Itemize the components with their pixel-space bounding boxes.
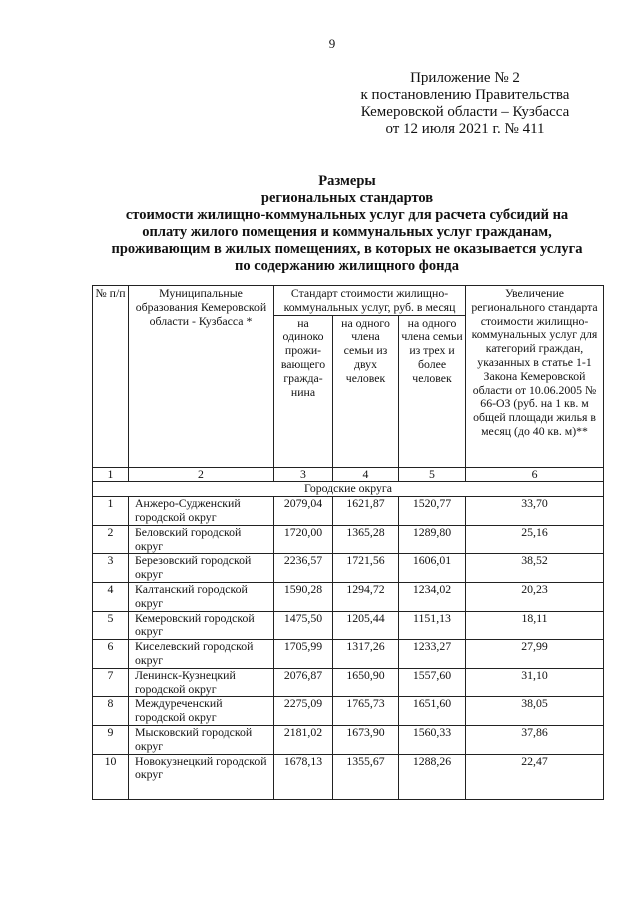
row-three: 1651,60 [399, 697, 466, 726]
table-row [93, 525, 604, 554]
row-three: 1234,02 [399, 582, 466, 611]
row-two: 1205,44 [333, 611, 399, 640]
table-row [93, 640, 604, 669]
row-single: 1475,50 [274, 611, 333, 640]
row-number: 6 [93, 640, 129, 669]
row-number: 10 [93, 754, 129, 799]
row-single: 2079,04 [274, 497, 333, 526]
row-three: 1606,01 [399, 554, 466, 583]
row-number: 2 [93, 525, 129, 554]
standards-table [92, 285, 604, 800]
row-municipality: Киселевский городской округ [129, 640, 274, 669]
title-line-1: Размеры [318, 173, 376, 189]
row-two: 1650,90 [333, 668, 399, 697]
table-row [93, 611, 604, 640]
row-number: 7 [93, 668, 129, 697]
row-number: 8 [93, 697, 129, 726]
header-row-1 [93, 286, 604, 316]
header-increase: Увеличение регионального стандарта стоимости жилищно-коммунальных услуг для категорий граждан, указанных в статье 1-1 Закона Кемеровской области от 10.06.2005 № 66-ОЗ (руб. на 1 кв. м общей площади жилья в месяц (до 40 кв. м)** [466, 286, 604, 468]
row-single: 2076,87 [274, 668, 333, 697]
row-increase: 22,47 [466, 754, 604, 799]
column-number: 5 [399, 467, 466, 482]
row-increase: 37,86 [466, 725, 604, 754]
row-increase: 25,16 [466, 525, 604, 554]
row-increase: 38,52 [466, 554, 604, 583]
row-municipality: Беловский городской округ [129, 525, 274, 554]
row-three: 1520,77 [399, 497, 466, 526]
row-single: 2275,09 [274, 697, 333, 726]
header-standard: Стандарт стоимости жилищно-коммунальных услуг, руб. в месяц [274, 286, 466, 316]
row-three: 1560,33 [399, 725, 466, 754]
table-row [93, 554, 604, 583]
row-single: 1705,99 [274, 640, 333, 669]
header-municipality: Муниципальные образования Кемеровской области - Кузбасса * [129, 286, 274, 468]
row-two: 1765,73 [333, 697, 399, 726]
row-municipality: Мысковский городской округ [129, 725, 274, 754]
row-two: 1621,87 [333, 497, 399, 526]
row-two: 1294,72 [333, 582, 399, 611]
row-two: 1673,90 [333, 725, 399, 754]
row-three: 1288,26 [399, 754, 466, 799]
table-row [93, 668, 604, 697]
table-row [93, 697, 604, 726]
row-municipality: Ленинск-Кузнецкий городской округ [129, 668, 274, 697]
row-increase: 33,70 [466, 497, 604, 526]
row-number: 9 [93, 725, 129, 754]
column-number: 1 [93, 467, 129, 482]
title-line-4: оплату жилого помещения и коммунальных услуг гражданам, [142, 224, 552, 240]
section-title: Городские округа [93, 482, 604, 497]
appendix-line-3: Кемеровской области – Кузбасса [360, 104, 570, 120]
appendix-line-2: к постановлению Правительства [360, 87, 570, 103]
row-three: 1289,80 [399, 525, 466, 554]
column-numbers-row [93, 467, 604, 482]
title-line-3: стоимости жилищно-коммунальных услуг для расчета субсидий на [125, 207, 569, 223]
column-number: 4 [333, 467, 399, 482]
title-line-5: проживающим в жилых помещениях, в которых не оказывается услуга [111, 241, 583, 257]
table-row [93, 497, 604, 526]
row-three: 1151,13 [399, 611, 466, 640]
title-line-6: по содержанию жилищного фонда [234, 258, 460, 274]
row-municipality: Новокузнецкий городской округ [129, 754, 274, 799]
header-single: на одиноко прожи-вающего гражда-нина [274, 315, 333, 467]
row-number: 3 [93, 554, 129, 583]
row-two: 1317,26 [333, 640, 399, 669]
row-increase: 20,23 [466, 582, 604, 611]
row-two: 1355,67 [333, 754, 399, 799]
table-row [93, 582, 604, 611]
row-number: 1 [93, 497, 129, 526]
row-number: 5 [93, 611, 129, 640]
appendix-line-4: от 12 июля 2021 г. № 411 [385, 121, 545, 137]
column-number: 6 [466, 467, 604, 482]
row-increase: 18,11 [466, 611, 604, 640]
row-municipality: Калтанский городской округ [129, 582, 274, 611]
header-three: на одного члена семьи из трех и более человек [399, 315, 466, 467]
header-two: на одного члена семьи из двух человек [333, 315, 399, 467]
table-row [93, 725, 604, 754]
row-single: 2236,57 [274, 554, 333, 583]
row-municipality: Березовский городской округ [129, 554, 274, 583]
row-two: 1365,28 [333, 525, 399, 554]
document-title [92, 173, 602, 275]
title-line-2: региональных стандартов [260, 190, 434, 206]
appendix-line-1: Приложение № 2 [410, 70, 520, 86]
row-single: 2181,02 [274, 725, 333, 754]
row-single: 1720,00 [274, 525, 333, 554]
row-three: 1557,60 [399, 668, 466, 697]
appendix-block [345, 70, 585, 138]
row-increase: 31,10 [466, 668, 604, 697]
section-row [93, 482, 604, 497]
row-municipality: Анжеро-Судженский городской округ [129, 497, 274, 526]
header-num: № п/п [93, 286, 129, 468]
row-two: 1721,56 [333, 554, 399, 583]
row-increase: 27,99 [466, 640, 604, 669]
row-single: 1678,13 [274, 754, 333, 799]
row-single: 1590,28 [274, 582, 333, 611]
row-municipality: Междуреченский городской округ [129, 697, 274, 726]
page-number: 9 [328, 36, 336, 51]
row-increase: 38,05 [466, 697, 604, 726]
row-municipality: Кемеровский городской округ [129, 611, 274, 640]
column-number: 2 [129, 467, 274, 482]
column-number: 3 [274, 467, 333, 482]
table-row [93, 754, 604, 799]
row-three: 1233,27 [399, 640, 466, 669]
row-number: 4 [93, 582, 129, 611]
